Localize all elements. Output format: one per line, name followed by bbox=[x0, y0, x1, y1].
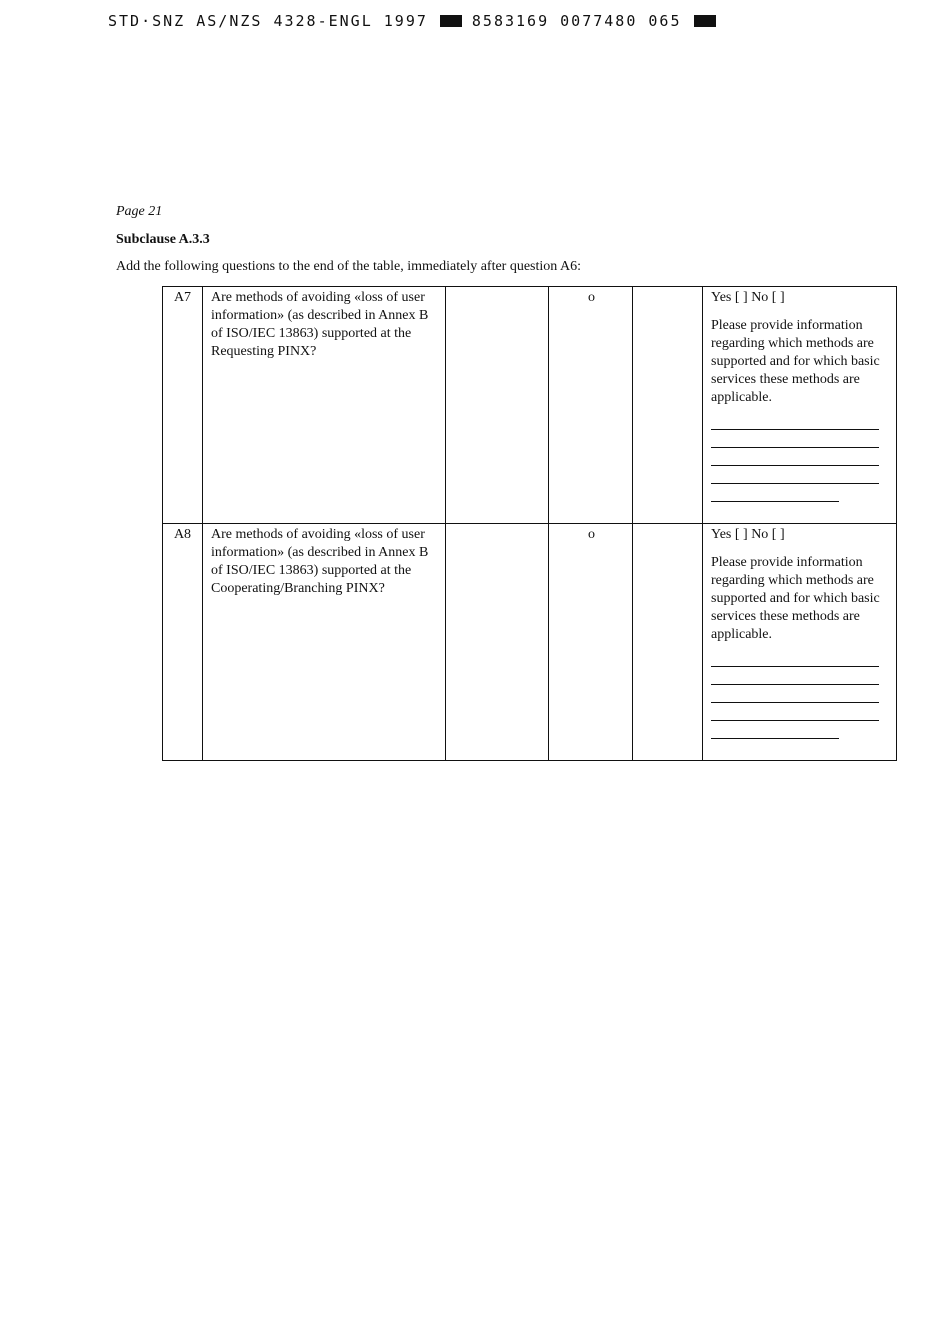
question-text: Are methods of avoiding «loss of user information» (as described in Annex B of ISO/IEC 13863) supported at the Requesting PINX? bbox=[203, 287, 446, 524]
item-number: A7 bbox=[163, 287, 203, 524]
answer-line[interactable] bbox=[711, 447, 879, 448]
answer-line[interactable] bbox=[711, 465, 879, 466]
na-cell bbox=[633, 524, 703, 761]
subclause-title: Subclause A.3.3 bbox=[116, 232, 210, 247]
support-cell bbox=[703, 287, 897, 524]
answer-line[interactable] bbox=[711, 483, 879, 484]
header-block-mark bbox=[694, 15, 716, 27]
instruction-text: Add the following questions to the end of the table, immediately after question A6: bbox=[116, 259, 582, 274]
answer-line[interactable] bbox=[711, 429, 879, 430]
header-code: 8583169 0077480 065 bbox=[471, 12, 682, 30]
reference-cell bbox=[446, 524, 549, 761]
item-number: A8 bbox=[163, 524, 203, 761]
answer-line[interactable] bbox=[711, 702, 879, 703]
answer-lines[interactable] bbox=[711, 666, 890, 739]
answer-line[interactable] bbox=[711, 666, 879, 667]
support-cell bbox=[703, 524, 897, 761]
standard-id: STD·SNZ AS/NZS 4328-ENGL 1997 bbox=[108, 12, 428, 30]
reference-cell bbox=[446, 287, 549, 524]
table-row bbox=[163, 524, 897, 761]
yes-no-answer[interactable]: Yes [ ] No [ ] bbox=[711, 527, 785, 542]
document-header bbox=[108, 12, 726, 30]
table-row bbox=[163, 287, 897, 524]
page-label: Page 21 bbox=[116, 204, 163, 219]
question-text: Are methods of avoiding «loss of user information» (as described in Annex B of ISO/IEC 13863) supported at the Cooperating/Branching PINX? bbox=[203, 524, 446, 761]
support-note: Please provide information regarding which methods are supported and for which basic services these methods are applicable. bbox=[711, 555, 880, 642]
answer-line[interactable] bbox=[711, 684, 879, 685]
answer-lines[interactable] bbox=[711, 429, 890, 502]
answer-line[interactable] bbox=[711, 738, 839, 739]
header-block-mark bbox=[440, 15, 462, 27]
status-cell: o bbox=[549, 287, 633, 524]
answer-line[interactable] bbox=[711, 720, 879, 721]
status-cell: o bbox=[549, 524, 633, 761]
questions-table bbox=[162, 286, 897, 761]
na-cell bbox=[633, 287, 703, 524]
yes-no-answer[interactable]: Yes [ ] No [ ] bbox=[711, 290, 785, 305]
answer-line[interactable] bbox=[711, 501, 839, 502]
support-note: Please provide information regarding which methods are supported and for which basic services these methods are applicable. bbox=[711, 318, 880, 405]
